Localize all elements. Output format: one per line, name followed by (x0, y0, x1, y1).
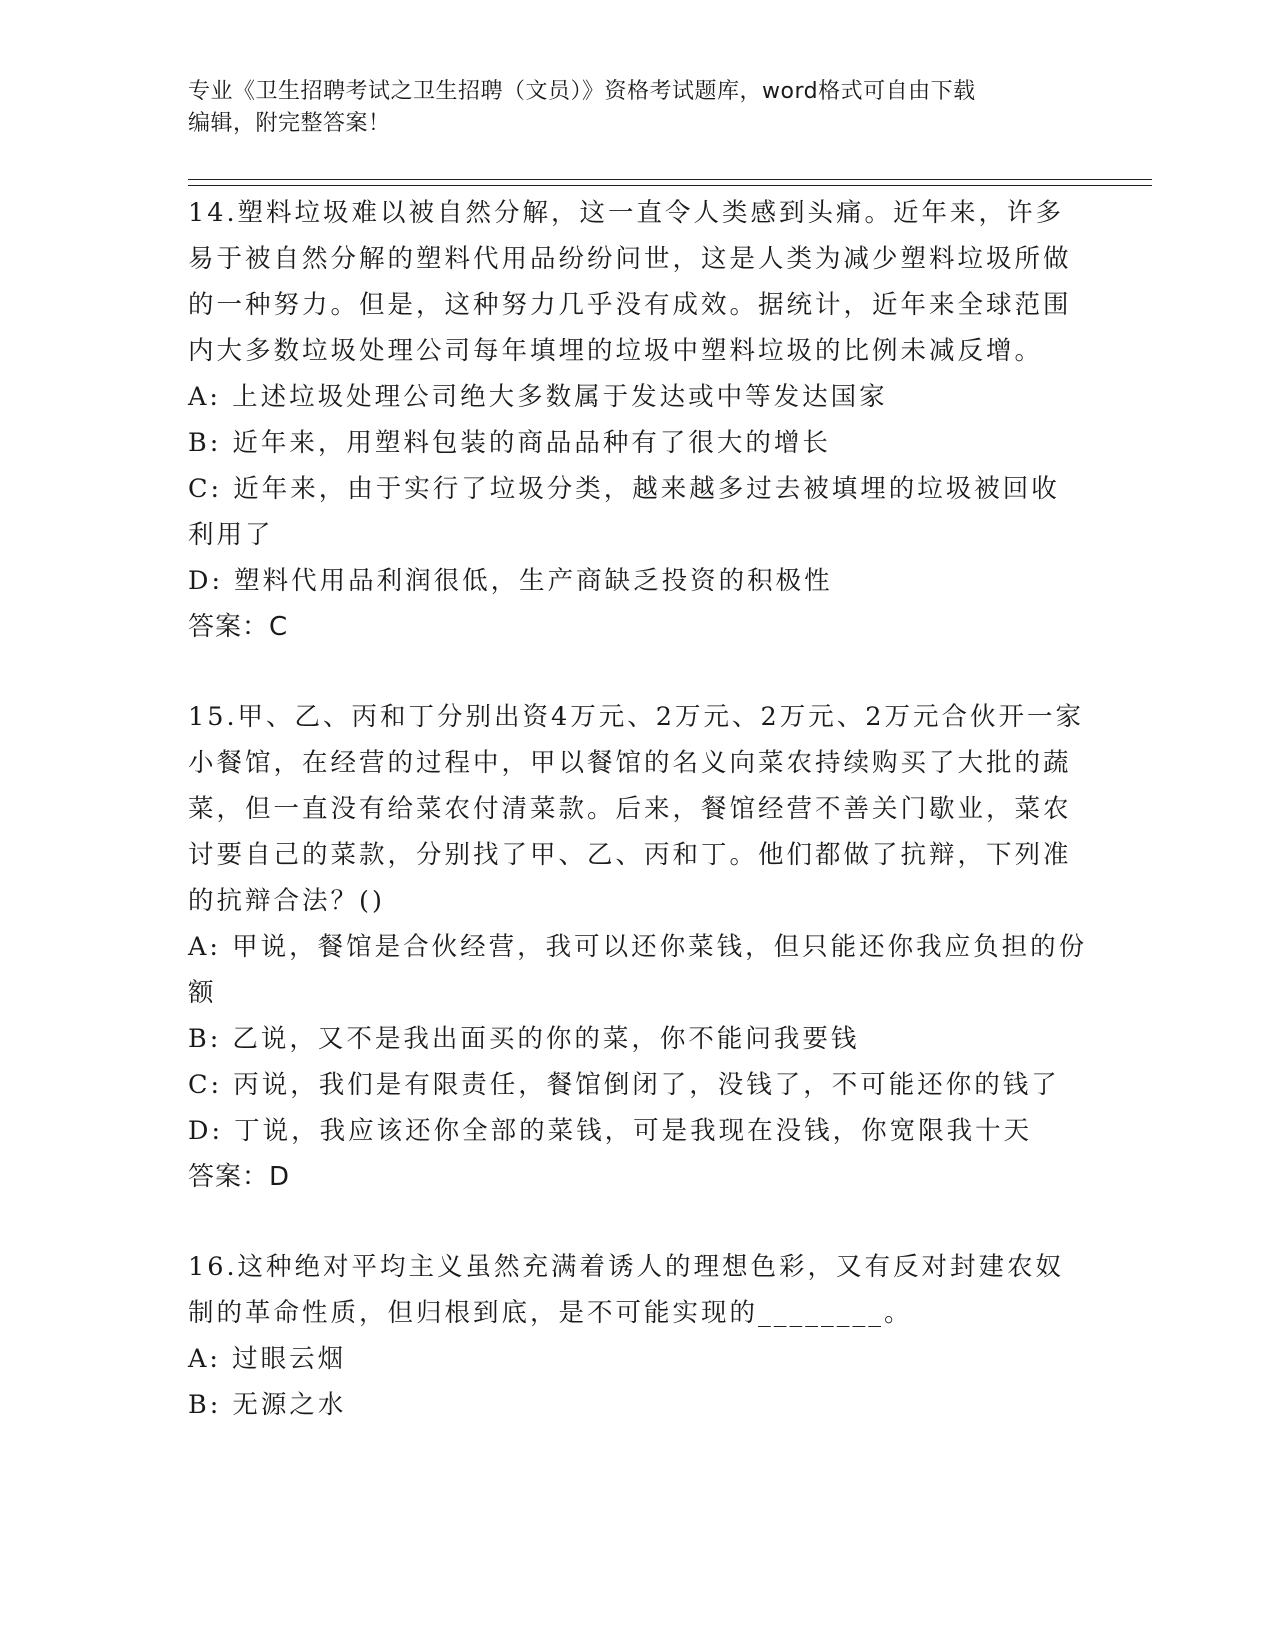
header-divider-top (188, 179, 1152, 180)
answer: 答案：D (188, 1162, 291, 1192)
option-a: A: 过眼云烟 (188, 1344, 347, 1374)
question-16 (188, 1244, 1088, 1428)
option-b: B: 无源之水 (188, 1390, 347, 1420)
option-b: B: 乙说，又不是我出面买的你的菜，你不能问我要钱 (188, 1024, 860, 1054)
option-d: D: 丁说，我应该还你全部的菜钱，可是我现在没钱，你宽限我十天 (188, 1116, 1033, 1146)
header-divider-bottom (188, 185, 1152, 186)
answer: 答案：C (188, 612, 289, 642)
option-c: C: 丙说，我们是有限责任，餐馆倒闭了，没钱了，不可能还你的钱了 (188, 1070, 1060, 1100)
option-c: C: 近年来，由于实行了垃圾分类，越来越多过去被填埋的垃圾被回收利用了 (188, 474, 1060, 550)
question-text: 15.甲、乙、丙和丁分别出资4万元、2万元、2万元、2万元合伙开一家小餐馆，在经营的过程中，甲以餐馆的名义向菜农持续购买了大批的蔬菜，但一直没有给菜农付清菜款。后来，餐馆经营不善关门歇业，菜农讨要自己的菜款，分别找了甲、乙、丙和丁。他们都做了抗辩，下列准的抗辩合法？() (188, 702, 1084, 916)
question-list (188, 190, 1088, 1472)
question-text: 14.塑料垃圾难以被自然分解，这一直令人类感到头痛。近年来，许多易于被自然分解的塑料代用品纷纷问世，这是人类为减少塑料垃圾所做的一种努力。但是，这种努力几乎没有成效。据统计，近年来全球范围内大多数垃圾处理公司每年填埋的垃圾中塑料垃圾的比例未减反增。 (188, 198, 1072, 366)
question-text: 16.这种绝对平均主义虽然充满着诱人的理想色彩，又有反对封建农奴制的革命性质，但归根到底，是不可能实现的________。 (188, 1252, 1065, 1328)
document-header (188, 76, 1088, 140)
header-line-2: 编辑，附完整答案！ (188, 111, 391, 136)
option-a: A: 甲说，餐馆是合伙经营，我可以还你菜钱，但只能还你我应负担的份额 (188, 932, 1088, 1008)
header-line-1: 专业《卫生招聘考试之卫生招聘（文员）》资格考试题库，word格式可自由下载 (188, 79, 976, 104)
option-a: A: 上述垃圾处理公司绝大多数属于发达或中等发达国家 (188, 382, 888, 412)
option-b: B: 近年来，用塑料包装的商品品种有了很大的增长 (188, 428, 831, 458)
question-14 (188, 190, 1088, 650)
question-15 (188, 694, 1088, 1200)
option-d: D: 塑料代用品利润很低，生产商缺乏投资的积极性 (188, 566, 833, 596)
